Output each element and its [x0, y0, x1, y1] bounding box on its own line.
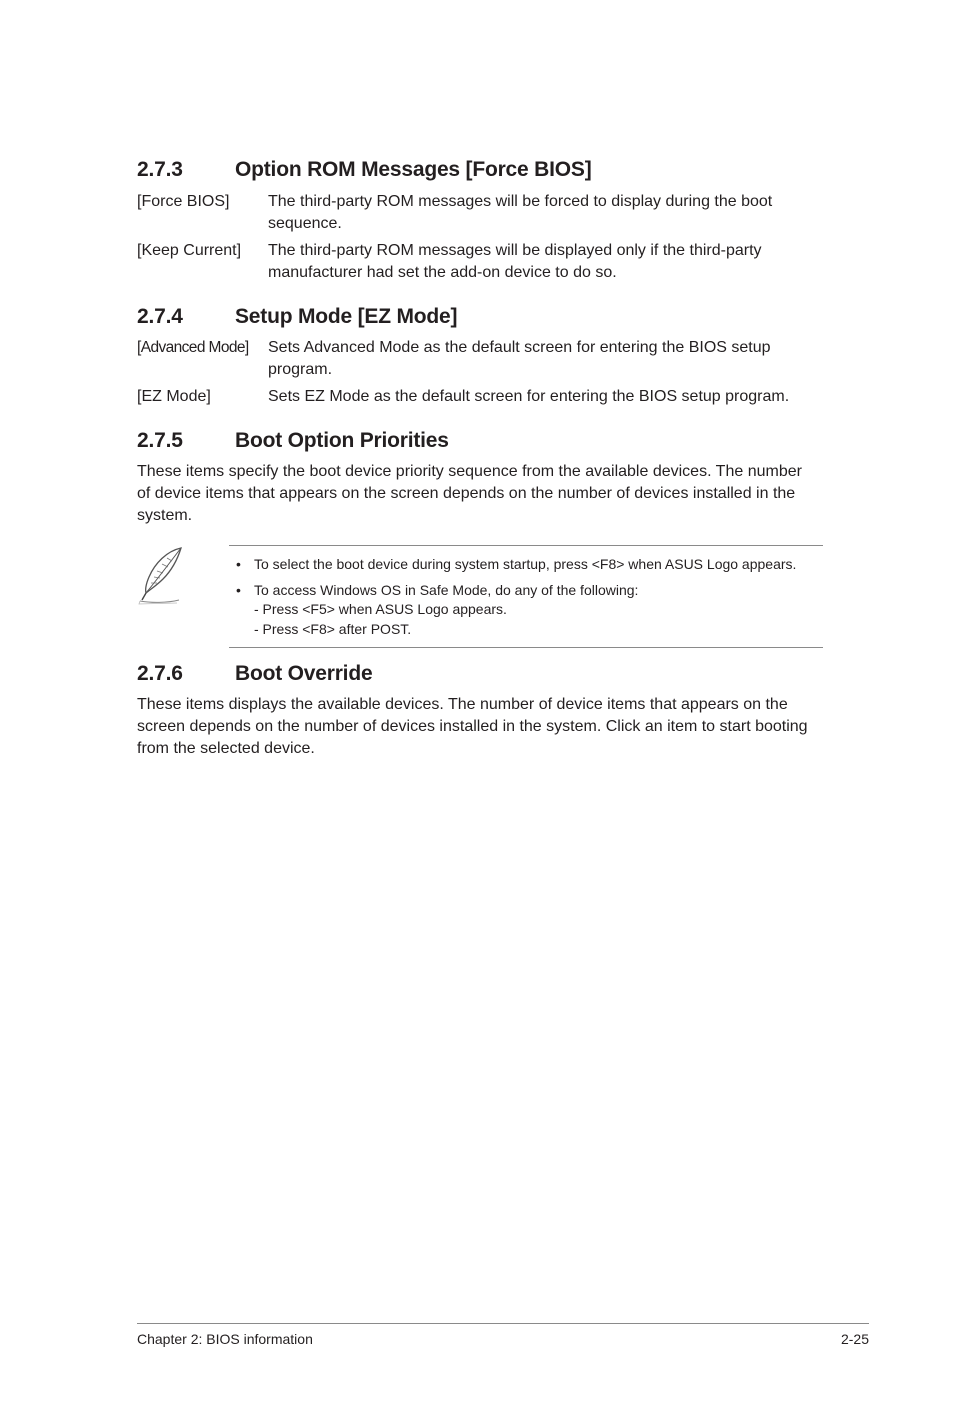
section-number: 2.7.4 — [137, 305, 183, 328]
note-item-text: To access Windows OS in Safe Mode, do any of the following: — [254, 581, 639, 598]
section-number: 2.7.5 — [137, 429, 183, 452]
note-bottom-rule — [229, 647, 823, 648]
footer-rule — [137, 1323, 869, 1324]
section-title: Boot Option Priorities — [235, 429, 449, 452]
option-label: [EZ Mode] — [137, 388, 211, 405]
section-number: 2.7.6 — [137, 662, 183, 685]
note-item — [233, 555, 796, 575]
option-label: [Advanced Mode] — [137, 339, 249, 356]
note-item-text: To select the boot device during system startup, press <F8> when ASUS Logo appears. — [254, 556, 797, 572]
bullet: • — [236, 581, 241, 598]
note-subitem: - Press <F8> after POST. — [254, 620, 412, 637]
note-subitem: - Press <F5> when ASUS Logo appears. — [254, 601, 507, 617]
section-title: Option ROM Messages [Force BIOS] — [235, 158, 592, 181]
note-top-rule — [229, 545, 823, 546]
section-heading-2-7-5 — [137, 429, 449, 453]
option-description: The third-party ROM messages will be forced to display during the boot sequence. — [268, 193, 773, 232]
section-heading-2-7-3 — [137, 158, 592, 182]
section-body: These items displays the available devices. The number of device items that appears on the screen depends on the number of devices installed in the system. Click an item to start booting from the selected device. — [137, 696, 808, 757]
option-description: Sets EZ Mode as the default screen for entering the BIOS setup program. — [268, 388, 790, 405]
section-heading-2-7-6 — [137, 662, 372, 686]
section-title: Boot Override — [235, 662, 373, 685]
section-number: 2.7.3 — [137, 158, 183, 181]
note-item — [233, 581, 796, 640]
bullet: • — [236, 556, 241, 572]
note-list — [233, 555, 796, 645]
section-body: These items specify the boot device priority sequence from the available devices. The number of device items that appears on the screen depends on the number of devices installed in the system. — [137, 463, 802, 524]
section-title: Setup Mode [EZ Mode] — [235, 305, 458, 328]
section-heading-2-7-4 — [137, 305, 457, 329]
option-description: Sets Advanced Mode as the default screen for entering the BIOS setup program. — [268, 339, 771, 378]
option-label: [Force BIOS] — [137, 193, 230, 210]
footer-page-number: 2-25 — [840, 1331, 869, 1347]
note-box — [137, 545, 823, 648]
feather-quill-icon — [137, 545, 193, 605]
option-label: [Keep Current] — [137, 242, 242, 259]
option-description: The third-party ROM messages will be displayed only if the third-party manufacturer had set the add-on device to do so. — [268, 242, 762, 281]
footer-chapter: Chapter 2: BIOS information — [137, 1331, 313, 1347]
